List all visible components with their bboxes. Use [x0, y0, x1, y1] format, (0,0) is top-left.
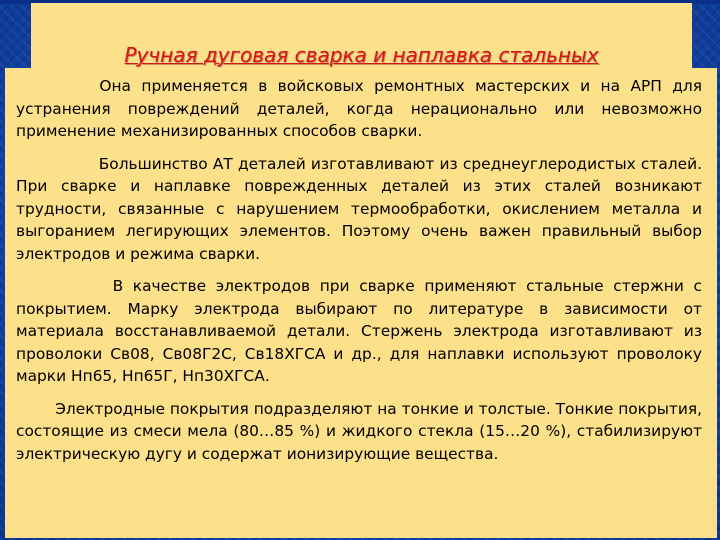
text-panel — [5, 68, 717, 538]
paragraph-1: Она применяется в войсковых ремонтных мастерских и на АРП для устранения повреждений деталей, когда нерационально или невозможно применение механизированных способов сварки. — [16, 77, 707, 140]
paragraph-4: Электродные покрытия подразделяют на тонкие и толстые. Тонкие покрытия, состоящие из смеси мела (80…85 %) и жидкого стекла (15…20 %), стабилизируют электрическую дугу и содержат ионизирующие вещества. — [16, 399, 707, 463]
paragraph-3: В качестве электродов при сварке применяют стальные стержни с покрытием. Марку электрода выбирают по литературе в зависимости от материала восстанавливаемой детали. Стержень электрода изготавливают из проволоки Св08, Св08Г2С, Св18ХГСА и др., для наплавки используют проволоку марки Нп65, Нп65Г, Нп30ХГСА. — [16, 277, 707, 385]
slide-title: Ручная дуговая сварка и наплавка стальных — [124, 43, 599, 67]
paragraph-2: Большинство АТ деталей изготавливают из среднеуглеродистых сталей. При сварке и наплавке поврежденных деталей из этих сталей возникают трудности, связанные с нарушением термообработки, окислением металла и выгоранием легирующих элементов. Поэтому очень важен правильный выбор электродов и режима сварки. — [16, 154, 707, 263]
